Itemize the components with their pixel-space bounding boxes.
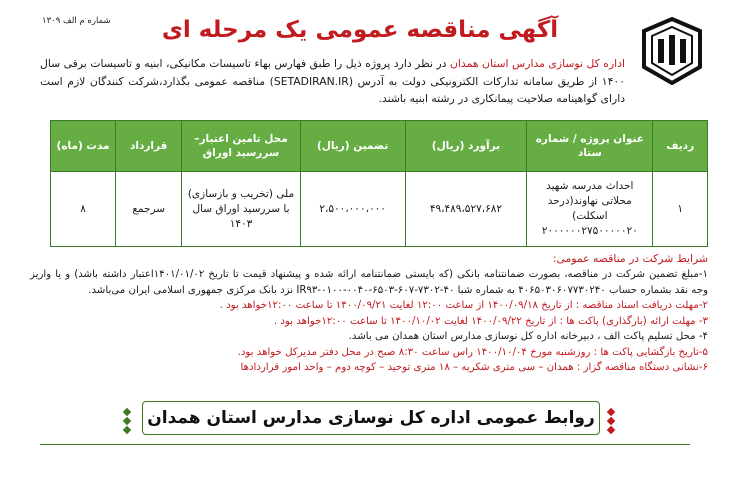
cell-project-title: احداث مدرسه شهید محلاتی نهاوند(درحد اسکلت) ۲۰۰۰۰۰۰۲۷۵۰۰۰۰۰۲۰	[527, 172, 653, 247]
col-header-project-title: عنوان پروژه / شماره ستاد	[527, 121, 653, 172]
col-header-duration: مدت (ماه)	[51, 121, 116, 172]
condition-item: ۴- محل تسلیم پاکت الف ، دبیرخانه اداره کل نوسازی مدارس استان همدان می باشد.	[348, 331, 708, 342]
condition-item: ۱-مبلغ تضمین شرکت در مناقصه، بصورت ضمانتنامه بانکی (که بایستی ضمانتنامه ارائه شده و پیشنهاد قیمت تا تاریخ ۱۴۰۱/۰۱/۰۲اعتبار داشته باشد) و یا واریز وجه نقد بشماره حساب ۴۰۶۵۰۳۰۶۰۷۷۳۰۲۴۰ به شماره شبا ۴۰-۷۳۰۲-۶۰۷-۶۵۰۳-۰۰۴۰-۰۱۰۰-IR۹۳ نزد بانک مرکزی جمهوری اسلامی ایران می‌باشد.	[30, 269, 709, 296]
conditions-title: شرایط شرکت در مناقصه عمومی:	[552, 252, 708, 265]
col-header-estimate: برآورد (ریال)	[405, 121, 527, 172]
table-header-row	[51, 121, 708, 172]
col-header-guarantee: تضمین (ریال)	[300, 121, 405, 172]
cell-estimate: ۴۹،۴۸۹،۵۲۷،۶۸۲	[405, 172, 527, 247]
page-title: آگهی مناقصه عمومی یک مرحله ای	[161, 17, 559, 43]
condition-item: ۶-نشانی دستگاه مناقصه گزار : همدان – سی متری شکریه – ۱۸ متری توحید – کوچه دوم – واحد امور قراردادها	[240, 362, 708, 373]
conditions-list	[30, 267, 708, 376]
col-header-row-number: ردیف	[653, 121, 708, 172]
cell-contract: سرجمع	[116, 172, 182, 247]
condition-item: ۵-تاریخ بازگشایی پاکت ها : روزشنبه مورخ ۱۴۰۰/۱۰/۰۴ راس ساعت ۸:۳۰ صبح در محل دفتر مدیرکل خواهد بود.	[237, 346, 708, 358]
cell-duration: ۸	[51, 172, 116, 247]
cell-row-number: ۱	[653, 172, 708, 247]
cell-guarantee: ۲،۵۰۰،۰۰۰،۰۰۰	[300, 172, 405, 247]
reference-number: شماره م الف ۱۳۰۹	[42, 16, 111, 26]
table-row	[51, 172, 708, 247]
intro-text: در نظر دارد پروژه ذیل را طبق فهارس بهاء تاسیسات مکانیکی، ابنیه و تاسیسات برقی سال ۱۴۰۰ از طریق سامانه تدارکات الکترونیکی دولت به آدرس (SETADIRAN.IR) مناقصه عمومی بگذارد،شرکت کنندگان لازم است دارای گواهینامه صلاحیت پیمانکاری در رشته ابنیه باشند.	[40, 57, 625, 105]
ornament-left	[122, 406, 132, 446]
tender-table	[50, 120, 708, 247]
cell-funding-source: ملی (تخریب و بازسازی) با سررسید اوراق سال ۱۴۰۳	[182, 172, 300, 247]
organization-name: اداره کل نوسازی مدارس استان همدان	[449, 57, 625, 70]
condition-item: ۳- مهلت ارائه (بارگذاری) پاکت ها : از تاریخ ۱۴۰۰/۰۹/۲۲ لغایت ۱۴۰۰/۱۰/۰۲ تا ساعت ۱۲:۰۰خواهد بود .	[273, 315, 708, 327]
col-header-funding-source: محل تامین اعتبار– سررسید اوراق	[182, 121, 300, 172]
condition-item: ۲-مهلت دریافت اسناد مناقصه : از تاریخ ۱۴۰۰/۰۹/۱۸ از ساعت ۱۲:۰۰ لغایت ۱۴۰۰/۰۹/۲۱ تا ساعت ۱۲:۰۰خواهد بود .	[219, 300, 708, 311]
col-header-contract: قرارداد	[116, 121, 182, 172]
footer-rule	[40, 444, 690, 445]
announcement-intro	[40, 55, 625, 108]
ornament-right	[606, 406, 616, 446]
footer-public-relations: روابط عمومی اداره کل نوسازی مدارس استان همدان	[142, 401, 600, 435]
school-renovation-emblem-icon	[640, 17, 704, 85]
